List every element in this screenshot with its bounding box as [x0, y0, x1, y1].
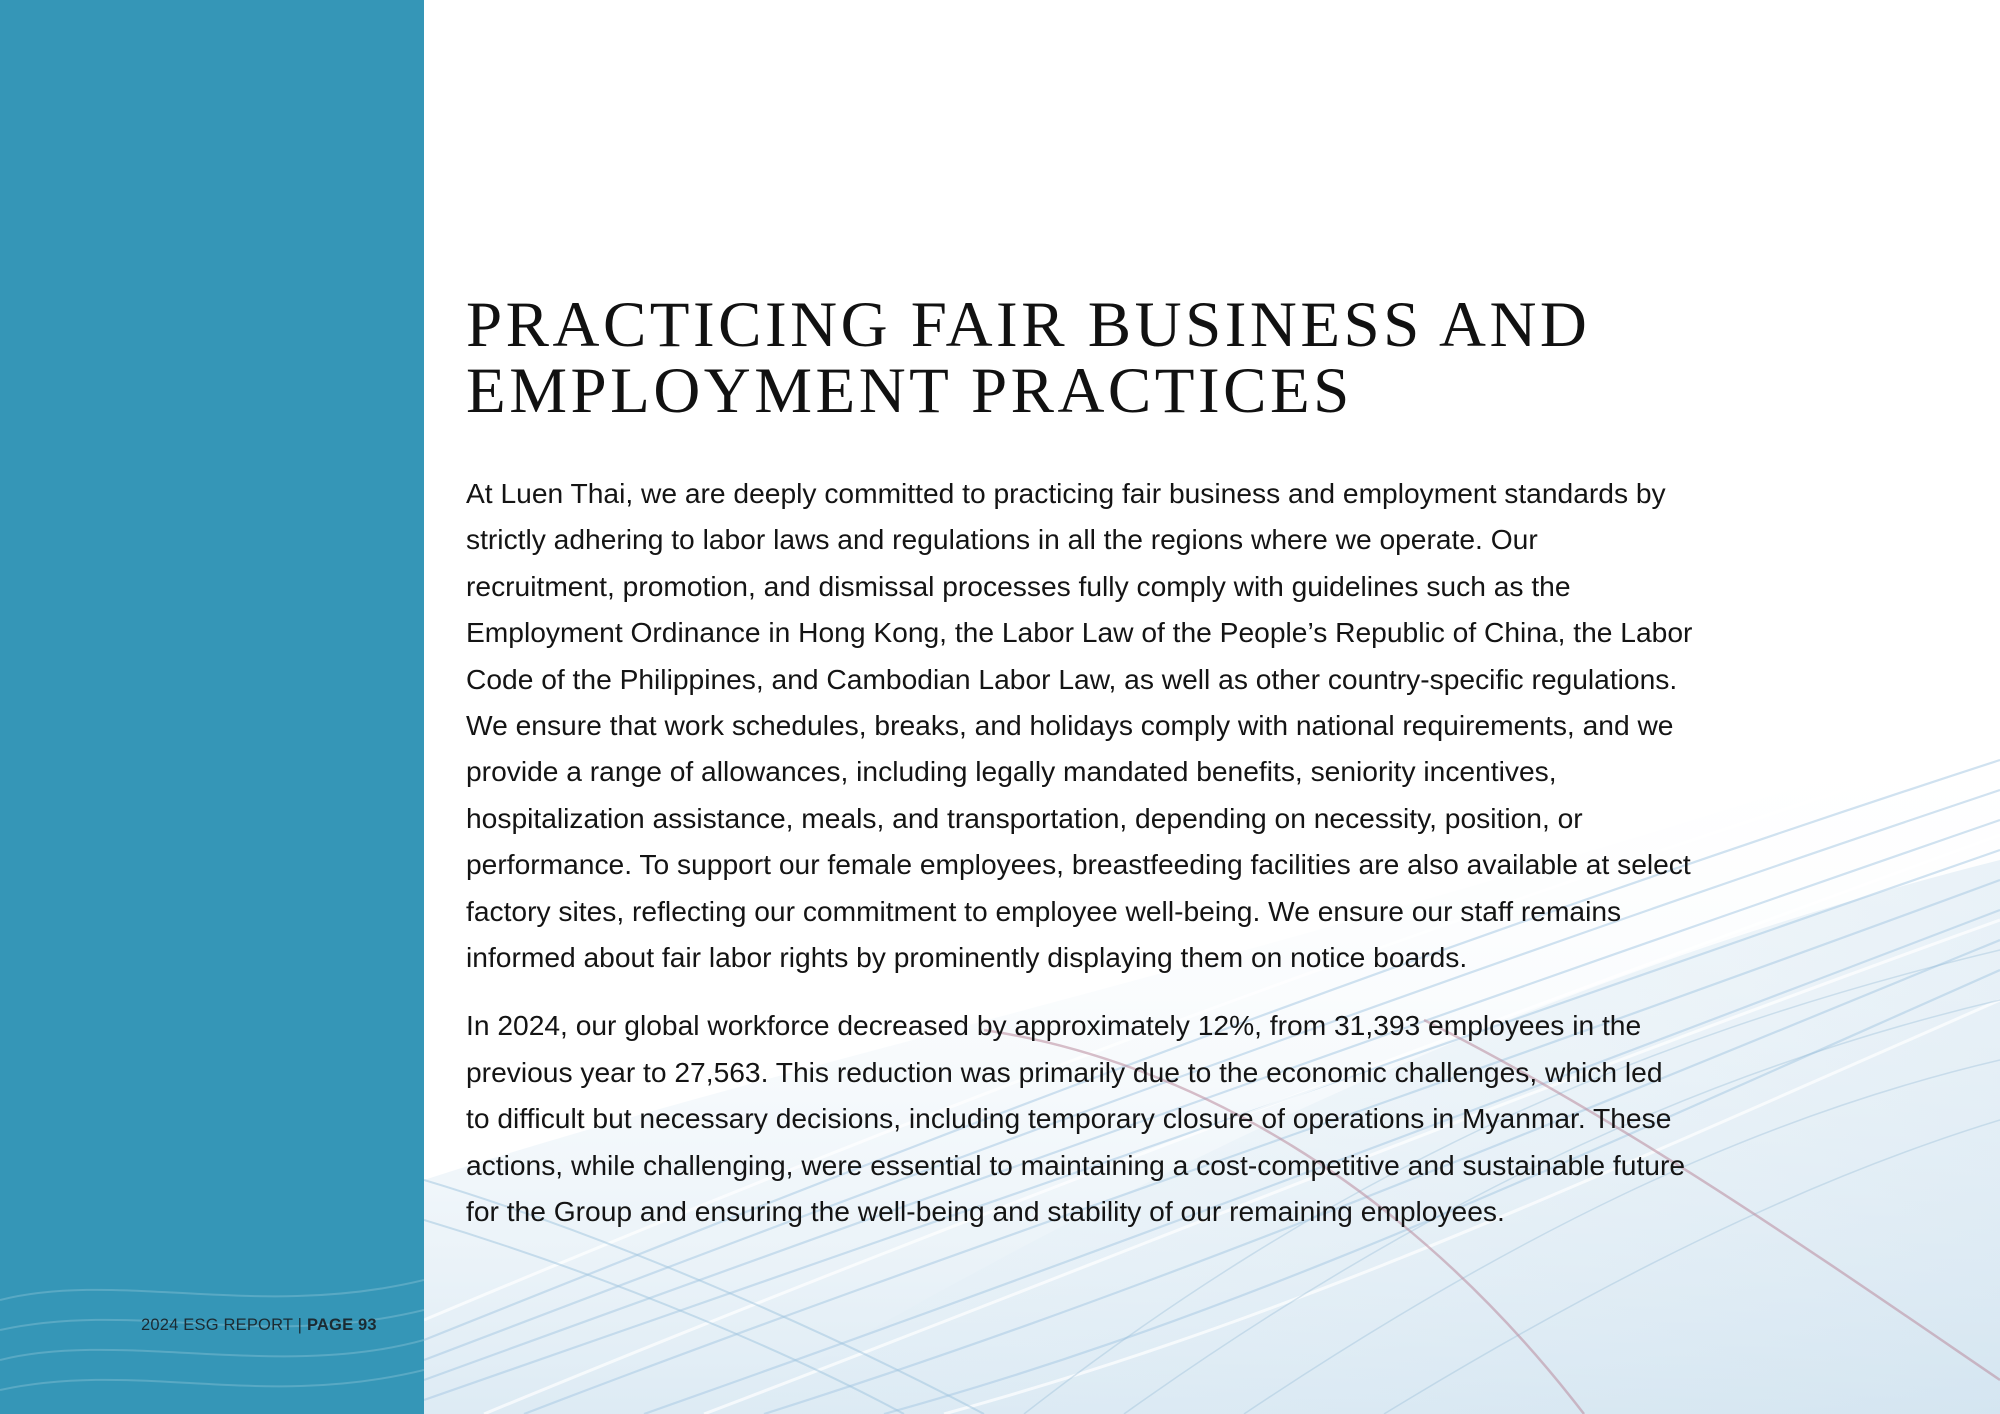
- paragraph-line: for the Group and ensuring the well-being and stability of our remaining employees.: [466, 1195, 1505, 1228]
- paragraph-line: In 2024, our global workforce decreased by approximately 12%, from 31,393 employees in the: [466, 1009, 1642, 1042]
- page-number: PAGE 93: [306, 1316, 377, 1334]
- paragraph-line: recruitment, promotion, and dismissal processes fully comply with guidelines such as the: [466, 569, 1571, 602]
- paragraph-line: Employment Ordinance in Hong Kong, the Labor Law of the People’s Republic of China, the Labor: [466, 616, 1693, 649]
- main-content: [466, 289, 1906, 1235]
- paragraph-line: to difficult but necessary decisions, including temporary closure of operations in Myanmar. These: [466, 1102, 1672, 1135]
- paragraph-line: We ensure that work schedules, breaks, and holidays comply with national requirements, and we: [466, 709, 1674, 742]
- report-label: 2024 ESG REPORT |: [141, 1316, 307, 1334]
- paragraph-line: factory sites, reflecting our commitment to employee well-being. We ensure our staff remains: [466, 894, 1622, 927]
- title-line: EMPLOYMENT PRACTICES: [466, 355, 1353, 427]
- paragraph-line: informed about fair labor rights by prominently displaying them on notice boards.: [466, 941, 1468, 974]
- sidebar-wave-decoration: [0, 1180, 424, 1414]
- paragraph-line: provide a range of allowances, including legally mandated benefits, seniority incentives,: [466, 755, 1557, 788]
- paragraph-line: hospitalization assistance, meals, and transportation, depending on necessity, position, or: [466, 801, 1583, 834]
- paragraph-line: performance. To support our female employees, breastfeeding facilities are also available at select: [466, 848, 1691, 881]
- paragraph-line: strictly adhering to labor laws and regulations in all the regions where we operate. Our: [466, 523, 1538, 556]
- title-line: PRACTICING FAIR BUSINESS AND: [466, 289, 1591, 361]
- body-paragraph-workforce: [466, 1002, 1906, 1234]
- paragraph-line: At Luen Thai, we are deeply committed to practicing fair business and employment standards by: [466, 477, 1666, 509]
- paragraph-line: previous year to 27,563. This reduction was primarily due to the economic challenges, which led: [466, 1055, 1663, 1088]
- paragraph-line: Code of the Philippines, and Cambodian Labor Law, as well as other country-specific regulations.: [466, 662, 1678, 695]
- page-title: [466, 289, 1906, 427]
- page-footer: [141, 1316, 377, 1335]
- body-paragraph-fair-practices: [466, 470, 1906, 980]
- paragraph-line: actions, while challenging, were essential to maintaining a cost-competitive and sustainable future: [466, 1148, 1686, 1181]
